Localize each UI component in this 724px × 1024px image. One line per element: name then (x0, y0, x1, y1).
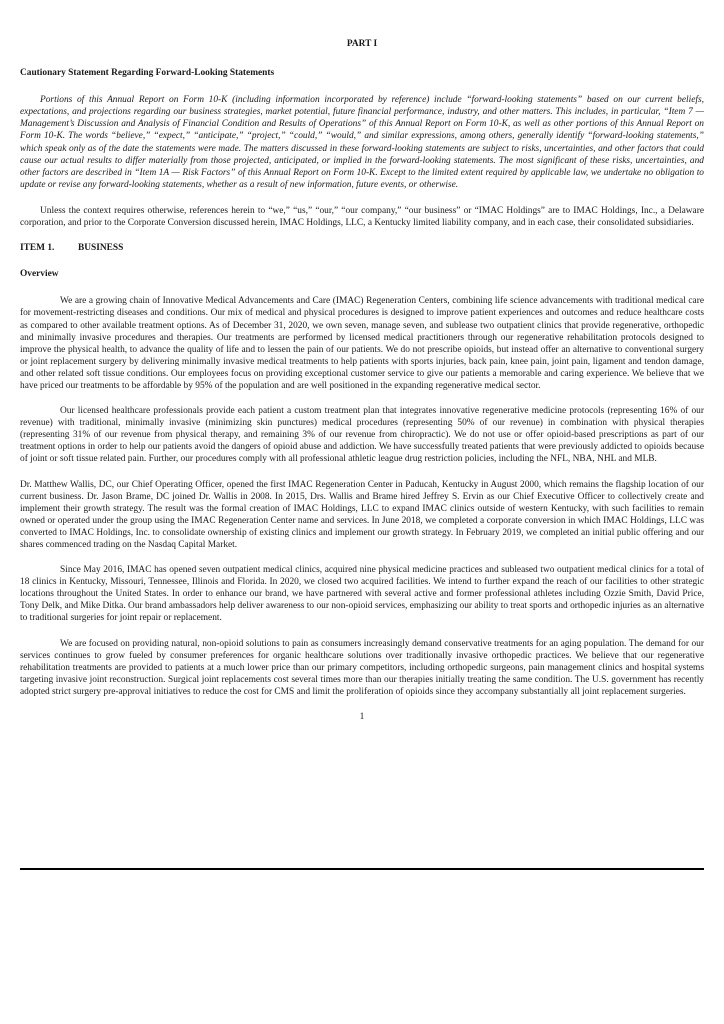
page-bottom-rule (20, 868, 704, 870)
overview-heading: Overview (20, 269, 59, 280)
overview-paragraph-5: We are focused on providing natural, non-opioid solutions to pain as consumers increasingly demand conservative treatments for an aging population. The demand for our services continues to grow fueled by consumer preferences for organic healthcare solutions over traditionally invasive orthopedic practices. We believe that our regenerative rehabilitation treatments are provided to patients at a much lower price than our primary competitors, including orthopedic surgeons, pain management clinics and hospital systems targeting invasive joint reconstruction. Surgical joint replacements cost several times more than our therapies initially treating the same condition. The U.S. government has recently adopted strict surgery pre-approval initiatives to reduce the cost for CMS and limit the proliferation of opioids since they accompany substantially all joint replacement surgeries. (20, 638, 704, 697)
cautionary-heading: Cautionary Statement Regarding Forward-Looking Statements (20, 68, 275, 79)
part-title: PART I (346, 39, 378, 49)
page-number: 1 (359, 712, 365, 723)
overview-paragraph-1: We are a growing chain of Innovative Medical Advancements and Care (IMAC) Regeneration Centers, combining life science advancements with traditional medical care for movement-restricting diseases and conditions. Our mix of medical and physical procedures is designed to improve patient experiences and outcomes and reduce healthcare costs as compared to other available treatment options. As of December 31, 2020, we own seven, manage seven, and sublease two outpatient clinics that provide regenerative, orthopedic and minimally invasive procedures and therapies. Our treatments are performed by licensed medical practitioners through our regenerative rehabilitation protocols designed to improve the physical health, to advance the quality of life and to lessen the pain of our patients. We do not prescribe opioids, but instead offer an alternative to conventional surgery or joint replacement surgery by delivering minimally invasive medical treatments to help patients with sports injuries, back pain, knee pain, joint pain, ligament and tendon damage, and other related soft tissue conditions. Our employees focus on providing exceptional customer service to give our patients a memorable and caring experience. We believe that we have priced our treatments to be affordable by 95% of the population and are well positioned in the expanding regenerative medical sector. (20, 296, 704, 391)
item-title: BUSINESS (78, 243, 124, 254)
overview-paragraph-3: Dr. Matthew Wallis, DC, our Chief Operating Officer, opened the first IMAC Regeneration Center in Paducah, Kentucky in August 2000, which remains the flagship location of our current business. Dr. Jason Brame, DC joined Dr. Wallis in 2008. In 2015, Drs. Wallis and Brame hired Jeffrey S. Ervin as our Chief Executive Officer to collectively create and implement their growth strategy. The result was the formal creation of IMAC Holdings, LLC to expand IMAC clinics outside of western Kentucky, with such facilities to remain owned or operated under the group using the IMAC Regeneration Center name and services. In June 2018, we completed a corporate conversion in which IMAC Holdings, LLC was converted to IMAC Holdings, Inc. to consolidate ownership of existing clinics and implement our growth strategy. In February 2019, we completed an initial public offering and our shares commenced trading on the Nasdaq Capital Market. (20, 479, 704, 550)
item-number: ITEM 1. (20, 243, 55, 254)
overview-paragraph-2: Our licensed healthcare professionals provide each patient a custom treatment plan that integrates innovative regenerative medicine protocols (representing 16% of our revenue) with traditional, minimally invasive (minimizing skin punctures) medical procedures (representing 50% of our revenue) in combination with physical therapies (representing 31% of our revenue from physical therapy, and remaining 3% of our revenue from chiropractic). We do not use or offer opioid-based prescriptions as part of our treatment options in order to help our patients avoid the dangers of opioid abuse and addiction. We have successfully treated patients that were previously addicted to opioids because of joint or soft tissue related pain. Further, our procedures comply with all professional athletic league drug restriction policies, including the NFL, NBA, NHL and MLB. (20, 406, 704, 465)
overview-paragraph-4: Since May 2016, IMAC has opened seven outpatient medical clinics, acquired nine physical medicine practices and subleased two outpatient medical clinics for a total of 18 clinics in Kentucky, Missouri, Tennessee, Illinois and Florida. In 2020, we closed two acquired facilities. We intend to further expand the reach of our facilities to other strategic locations throughout the United States. In order to enhance our brand, we have partnered with several active and former professional athletes including Ozzie Smith, David Price, Tony Delk, and Mike Ditka. Our brand ambassadors help deliver awareness to our non-opioid services, emphasizing our ability to treat sports and orthopedic injuries as an alternative to traditional surgeries for joint repair or replacement. (20, 565, 704, 624)
document-page (20, 38, 704, 727)
item-heading (20, 242, 704, 254)
cautionary-paragraph: Portions of this Annual Report on Form 10-K (including information incorporated by reference) include “forward-looking statements” based on our current beliefs, expectations, and projections regarding our business strategies, market potential, future financial performance, industry, and other matters. This includes, in particular, “Item 7 — Management’s Discussion and Analysis of Financial Condition and Results of Operations” of this Annual Report on Form 10-K, as well as other portions of this Annual Report on Form 10-K. The words “believe,” “expect,” “anticipate,” “project,” “could,” “would,” and similar expressions, among others, generally identify “forward-looking statements,” which speak only as of the date the statements were made. The matters discussed in these forward-looking statements are subject to risks, uncertainties, and other factors that could cause our actual results to differ materially from those projected, anticipated, or implied in the forward-looking statements. The most significant of these risks, uncertainties, and other factors are described in “Item 1A — Risk Factors” of this Annual Report on Form 10-K. Except to the limited extent required by applicable law, we undertake no obligation to update or revise any forward-looking statements, whether as a result of new information, future events, or otherwise. (20, 95, 704, 190)
context-paragraph: Unless the context requires otherwise, references herein to “we,” “us,” “our,” “our company,” “our business” or “IMAC Holdings” are to IMAC Holdings, Inc., a Delaware corporation, and prior to the Corporate Conversion discussed herein, IMAC Holdings, LLC, a Kentucky limited liability company, and in each case, their consolidated subsidiaries. (20, 205, 704, 229)
